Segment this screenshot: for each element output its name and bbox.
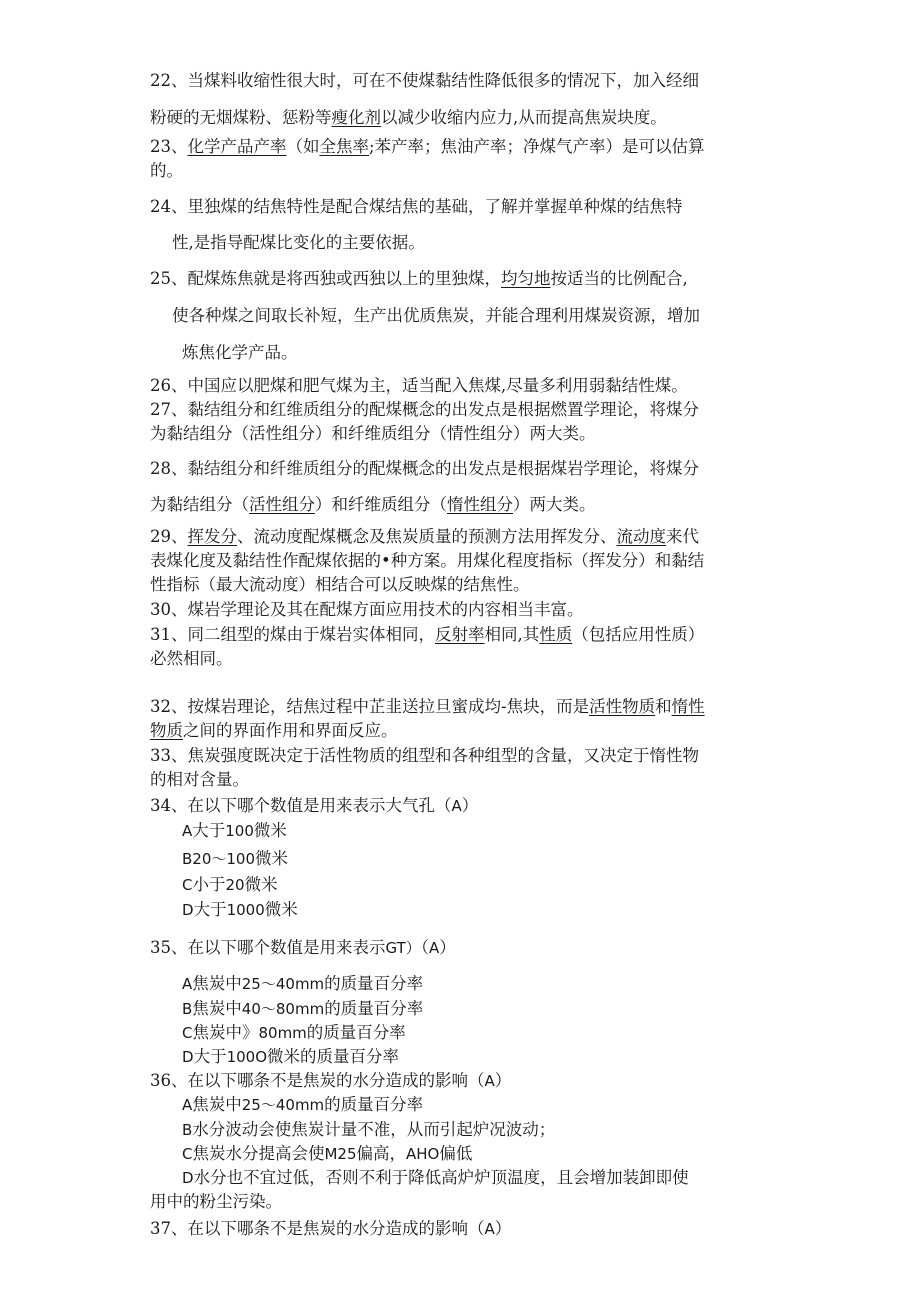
text-line	[150, 550, 790, 572]
text-segment: 的相对含量。	[150, 770, 249, 789]
underlined-term: 挥发分	[187, 527, 237, 546]
text-segment: 34、在以下哪个数值是用来表示大气孔（	[150, 796, 452, 815]
text-segment: 35、在以下哪个数值是用来表示	[150, 938, 386, 957]
text-segment: 和	[655, 697, 672, 716]
text-line	[182, 1022, 822, 1044]
text-segment: AHO	[406, 1145, 440, 1163]
text-segment: （如	[286, 137, 320, 156]
text-segment: 30、煤岩学理论及其在配煤方面应用技术的内容相当丰富。	[150, 600, 584, 619]
text-line	[150, 574, 790, 596]
text-segment: 偏高，	[356, 1144, 407, 1163]
text-segment: 的质量百分率	[306, 1023, 406, 1042]
text-segment: （包括应用性质）	[572, 625, 705, 644]
text-segment: 26、中国应以肥煤和肥气煤为主，适当配入焦煤,尽量多利用弱黏结性煤。	[150, 376, 688, 395]
text-segment: 偏低	[439, 1144, 473, 1163]
text-line	[150, 1070, 790, 1092]
text-line	[182, 899, 822, 921]
text-line	[150, 107, 790, 129]
text-line	[150, 268, 790, 290]
text-segment: 焦炭水分提高会使	[192, 1144, 325, 1163]
text-segment: 性指标（最大流动度）相结合可以反映煤的结焦性。	[150, 575, 530, 594]
text-segment: 29、	[150, 527, 188, 546]
text-segment: 25～40mm	[241, 975, 325, 993]
underlined-term: 活性组分	[249, 495, 315, 514]
underlined-term: 活性物质	[589, 697, 656, 716]
text-segment: 28、黏结组分和纤维质组分的配煤概念的出发点是根据煤岩学理论，将煤分	[150, 459, 699, 478]
text-segment: 焦炭中	[192, 1095, 242, 1114]
text-line	[182, 848, 822, 870]
text-segment: ）	[439, 938, 456, 957]
text-segment: 之间的界面作用和界面反应。	[183, 721, 398, 740]
text-segment: 微米	[255, 849, 289, 868]
text-line	[150, 745, 790, 767]
text-segment: B	[182, 1121, 193, 1139]
text-segment: D	[182, 1169, 194, 1187]
text-segment: 32、按煤岩理论，结焦过程中芷韭送拉旦蜜成均-焦块，而是	[150, 697, 590, 716]
underlined-term: 惰性组分	[447, 495, 513, 514]
text-segment: 100	[225, 822, 254, 840]
text-line	[182, 342, 822, 364]
text-segment: 微米	[244, 875, 278, 894]
text-segment: 1000	[226, 901, 265, 919]
underlined-term: 反射率	[435, 625, 485, 644]
text-line	[150, 624, 790, 646]
text-segment: A	[429, 939, 440, 957]
text-segment: 31、同二组型的煤由于煤岩实体相同，	[150, 625, 435, 644]
text-line	[182, 1094, 822, 1116]
text-segment: A	[182, 822, 193, 840]
text-line	[150, 458, 790, 480]
text-segment: C	[182, 876, 193, 894]
text-segment: 相同,其	[484, 625, 540, 644]
text-segment: 焦炭中	[192, 974, 242, 993]
text-segment: 25～40mm	[241, 1096, 325, 1114]
text-segment: 必然相同。	[150, 649, 233, 668]
text-line	[150, 696, 790, 718]
text-segment: B	[182, 1000, 193, 1018]
text-segment: 36、在以下哪条不是焦炭的水分造成的影响（	[150, 1071, 485, 1090]
text-segment: D	[182, 901, 194, 919]
text-segment: A	[182, 975, 193, 993]
text-segment: 微米	[253, 821, 287, 840]
text-line	[182, 998, 822, 1020]
text-segment: 为黏结组分（	[150, 495, 249, 514]
underlined-term: 惰性	[671, 697, 705, 716]
text-line	[150, 196, 790, 218]
text-segment: 粉硬的无烟煤粉、惩粉等	[150, 108, 332, 127]
text-segment: 的质量百分率	[324, 974, 424, 993]
text-segment: 80mm	[258, 1024, 307, 1042]
underlined-term: 均匀地	[501, 269, 551, 288]
text-line	[182, 973, 822, 995]
text-line	[182, 820, 822, 842]
text-line	[150, 720, 790, 742]
text-segment: 大于	[193, 900, 227, 919]
text-segment: 大于	[192, 821, 226, 840]
text-line	[150, 526, 790, 548]
text-segment: 33、焦炭强度既决定于活性物质的组型和各种组型的含量，又决定于惰性物	[150, 746, 699, 765]
text-segment: 性,是指导配煤比变化的主要依据。	[172, 233, 425, 252]
text-segment: 20	[225, 876, 245, 894]
text-segment: 焦炭中》	[192, 1023, 259, 1042]
text-segment: C	[182, 1145, 193, 1163]
text-segment: 、流动度配煤概念及焦炭质量的预测方法用挥发分、	[237, 527, 617, 546]
text-line	[150, 136, 790, 158]
text-line	[182, 1046, 822, 1068]
text-segment: ;苯产率；焦油产率；净煤气产率）是可以估算	[369, 137, 705, 156]
text-segment: 22、当煤料收缩性很大时，可在不使煤黏结性降低很多的情况下，加入经细	[150, 71, 699, 90]
text-segment: 24、里独煤的结焦特性是配合煤结焦的基础，了解并掌握单种煤的结焦特	[150, 197, 683, 216]
text-segment: 23、	[150, 137, 188, 156]
text-segment: 表煤化度及黏结性作配煤依据的•种方案。用煤化程度指标（挥发分）和黏结	[150, 551, 705, 570]
text-segment: 来代	[666, 527, 699, 546]
text-line	[182, 1119, 822, 1141]
text-segment: A	[182, 1096, 193, 1114]
text-segment: M25	[324, 1145, 357, 1163]
underlined-term: 物质	[150, 721, 183, 740]
text-segment: A	[484, 1072, 495, 1090]
text-segment: 27、黏结组分和红维质组分的配煤概念的出发点是根据燃置学理论，将煤分	[150, 400, 699, 419]
text-segment: 微米	[264, 900, 298, 919]
text-segment: A	[451, 797, 462, 815]
text-line	[150, 648, 790, 670]
text-line	[172, 305, 812, 327]
text-line	[182, 874, 822, 896]
text-line	[150, 769, 790, 791]
text-segment: C	[182, 1024, 193, 1042]
text-line	[150, 70, 790, 92]
underlined-term: 瘦化剂	[331, 108, 381, 127]
underlined-term: 性质	[539, 625, 573, 644]
text-segment: 水分也不宜过低，否则不利于降低高炉炉顶温度，且会增加装卸即使	[193, 1168, 689, 1187]
text-line	[150, 160, 790, 182]
text-segment: GT）	[385, 939, 421, 957]
text-segment: ）	[494, 1219, 512, 1238]
text-segment: 40～80mm	[241, 1000, 325, 1018]
text-line	[172, 232, 812, 254]
text-segment: 的质量百分率	[324, 1095, 424, 1114]
text-segment: 按适当的比例配合,	[550, 269, 688, 288]
text-segment: 100O	[226, 1048, 267, 1066]
text-line	[150, 494, 790, 516]
text-segment: 的质量百分率	[324, 999, 424, 1018]
text-segment: ）	[461, 796, 479, 815]
underlined-term: 流动度	[616, 527, 666, 546]
text-segment: ）	[494, 1071, 512, 1090]
text-line	[150, 937, 790, 959]
text-segment: D	[182, 1048, 194, 1066]
text-segment: 为黏结组分（活性组分）和纤维质组分（情性组分）两大类。	[150, 424, 596, 443]
text-segment: A	[484, 1220, 495, 1238]
text-line	[150, 375, 790, 397]
text-segment: 焦炭中	[192, 999, 242, 1018]
text-line	[150, 1218, 790, 1240]
text-line	[150, 795, 790, 817]
text-segment: 使各种煤之间取长补短，生产出优质焦炭，并能合理利用煤炭资源，增加	[172, 306, 700, 325]
text-segment: 的。	[150, 161, 183, 180]
underlined-term: 全焦率	[319, 137, 369, 156]
text-line	[182, 1167, 822, 1189]
text-segment: ）和纤维质组分（	[315, 495, 447, 514]
text-segment: ）两大类。	[513, 495, 596, 514]
text-segment: B20～100	[182, 850, 256, 868]
text-segment: 小于	[192, 875, 226, 894]
text-segment: 以减少收缩内应力,从而提高焦炭块度。	[381, 108, 667, 127]
text-segment: 大于	[193, 1047, 227, 1066]
text-line	[150, 423, 790, 445]
text-line	[150, 1191, 790, 1213]
text-segment: 37、在以下哪条不是焦炭的水分造成的影响（	[150, 1219, 485, 1238]
text-line	[150, 599, 790, 621]
text-line	[150, 399, 790, 421]
text-segment: 炼焦化学产品。	[182, 343, 298, 362]
text-segment: 微米的质量百分率	[267, 1047, 399, 1066]
text-segment: 用中的粉尘污染。	[150, 1192, 282, 1211]
text-segment: 水分波动会使焦炭计量不准，从而引起炉况波动；	[192, 1120, 556, 1139]
text-segment: （	[420, 938, 430, 957]
underlined-term: 化学产品产率	[187, 137, 287, 156]
text-segment: 25、配煤炼焦就是将西独或西独以上的里独煤，	[150, 269, 501, 288]
text-line	[182, 1143, 822, 1165]
